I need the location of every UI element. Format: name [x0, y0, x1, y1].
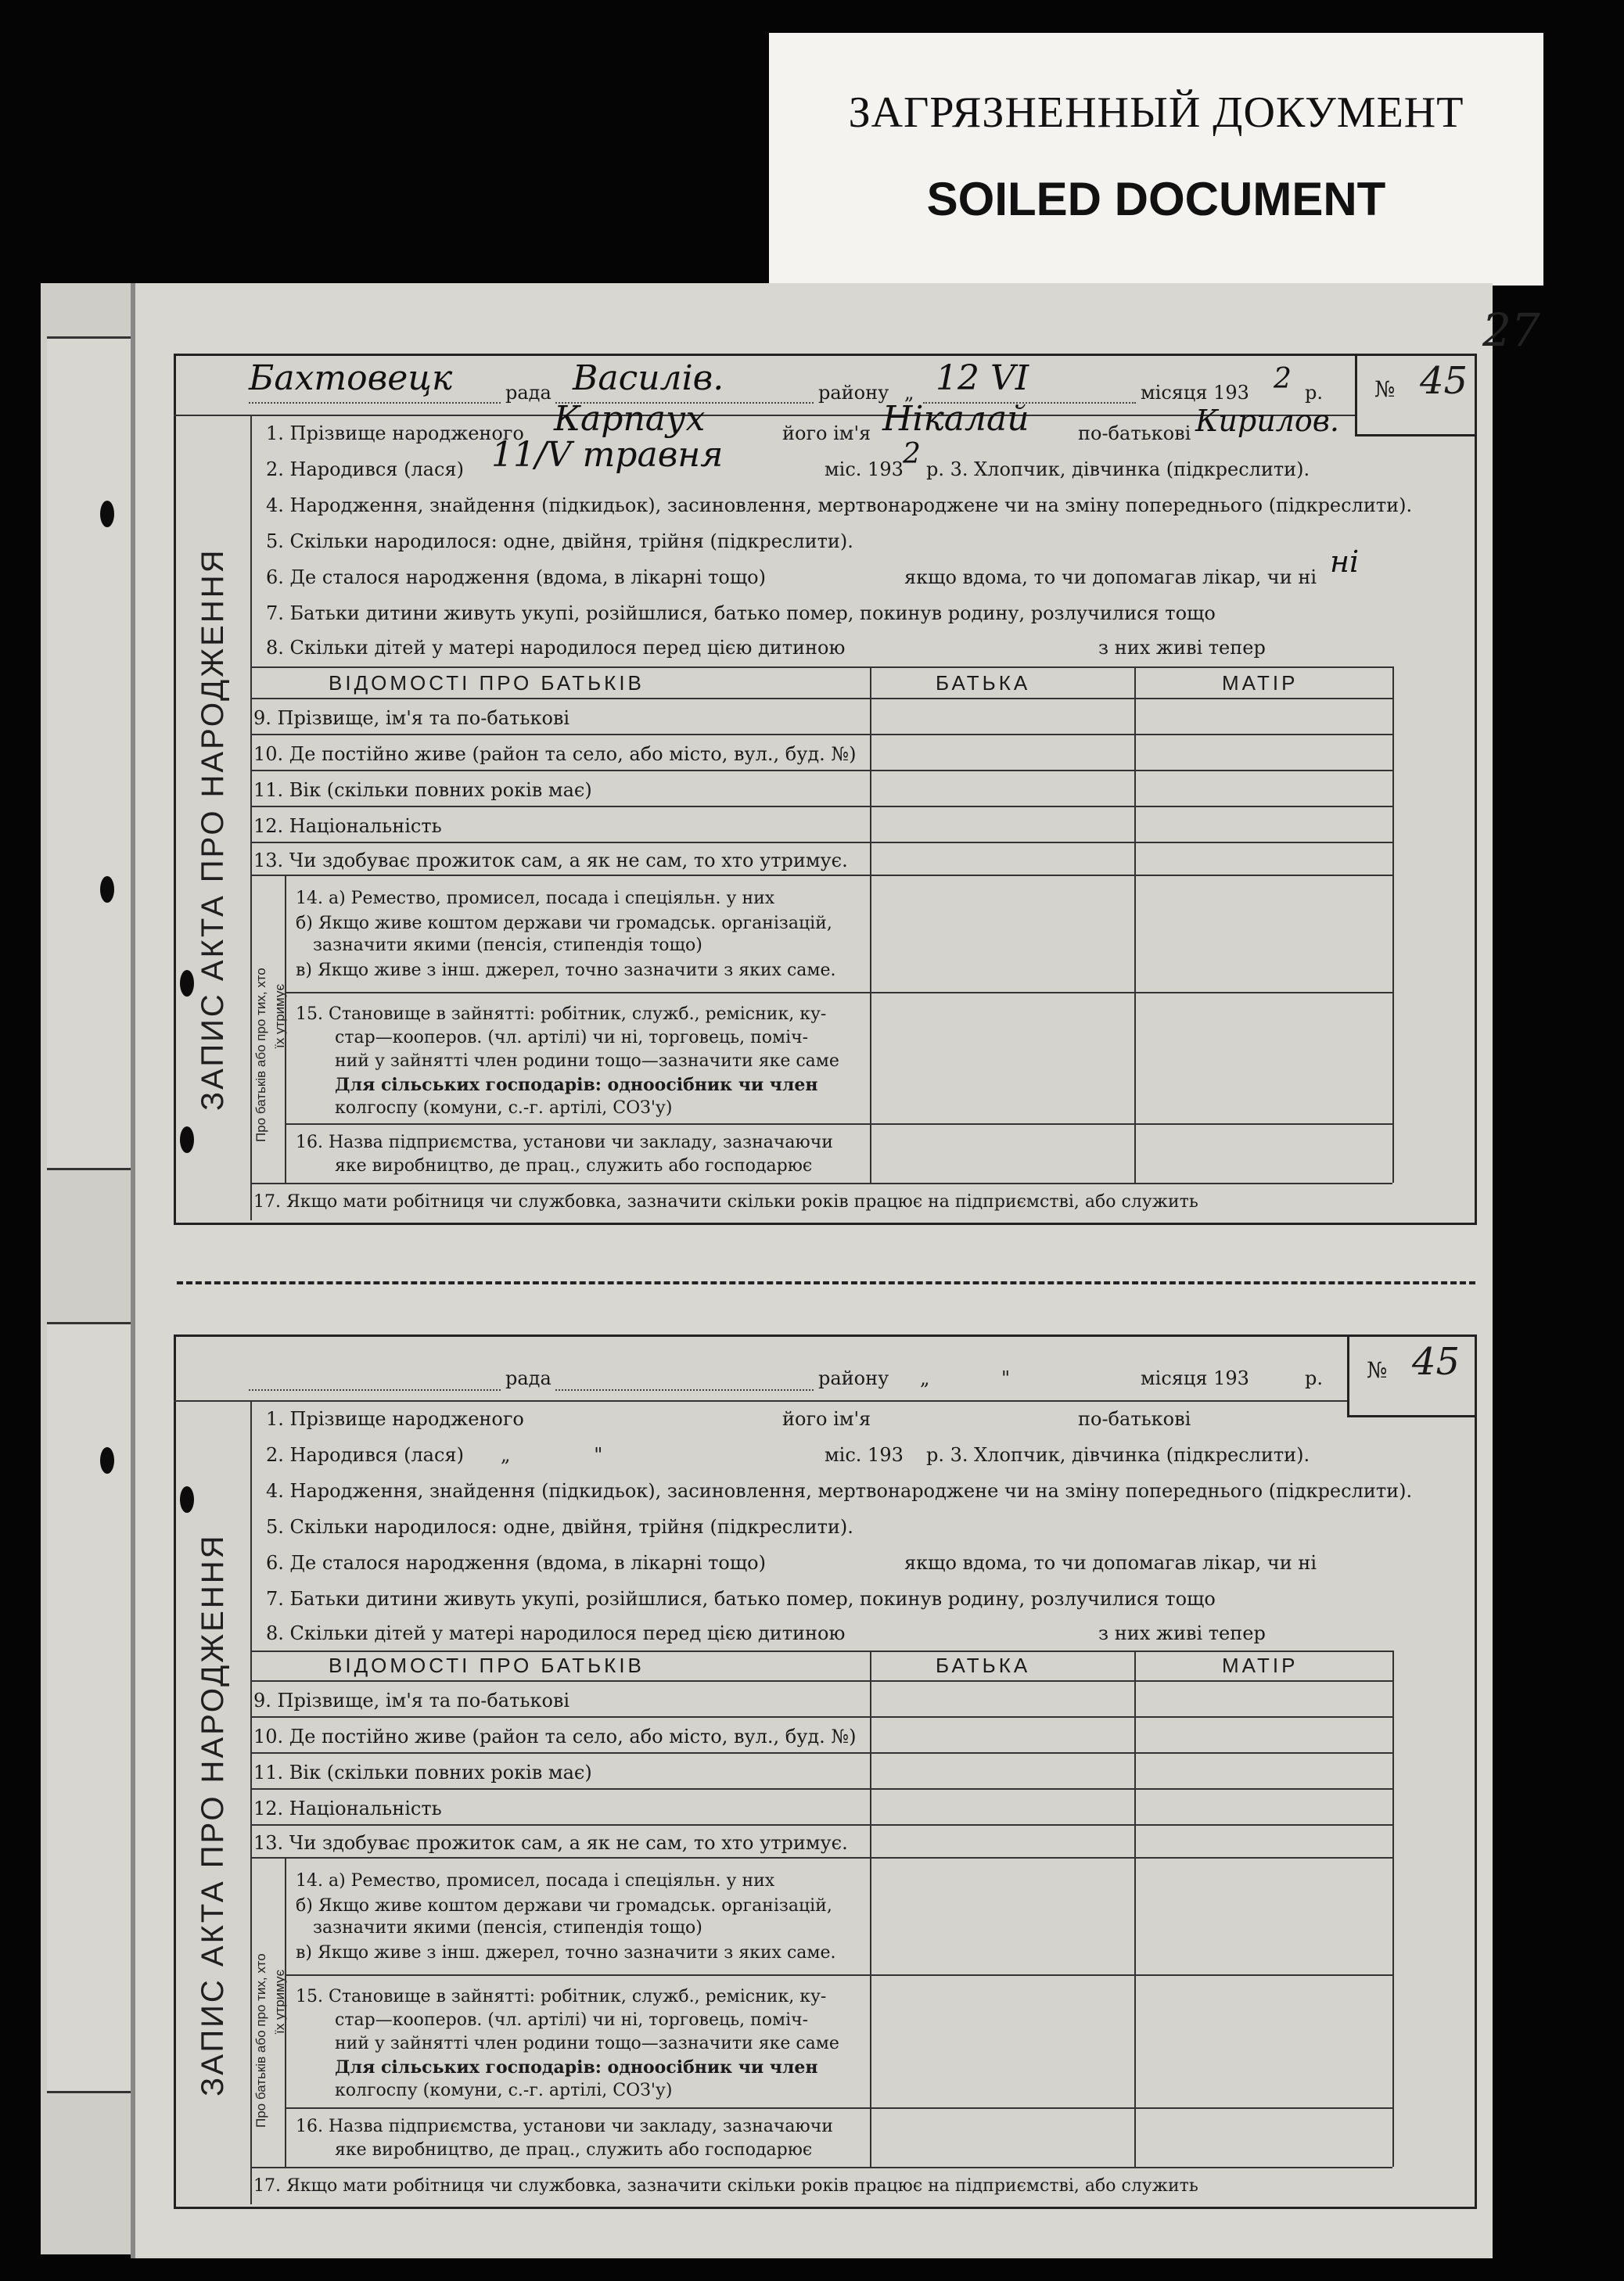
item-2-post-2: р. 3. Хлопчик, дівчинка (підкреслити).	[926, 1444, 1310, 1466]
row-14b: б) Якщо живе коштом держави чи громадськ. організацій,	[296, 914, 832, 933]
item-6-pre-2: 6. Де сталося народження (вдома, в лікарні тощо)	[266, 1552, 766, 1574]
row-15-1-2: 15. Становище в зайнятті: робітник, служб., ремісник, ку-	[296, 1987, 827, 2006]
item-5-2: 5. Скільки народилося: одне, двійня, трійня (підкреслити).	[266, 1516, 853, 1538]
row-15-2-2: стар—кооперов. (чл. артілі) чи ні, торговець, поміч-	[335, 2010, 809, 2030]
left-edge-form-frame-top	[47, 336, 135, 1170]
row-15-5: колгоспу (комуни, с.-г. артілі, СОЗ'у)	[335, 1098, 673, 1118]
row-15-2: стар—кооперов. (чл. артілі) чи ні, торговець, поміч-	[335, 1028, 809, 1047]
header-mother-2: МАТІР	[1222, 1654, 1299, 1677]
row-17: 17. Якщо мати робітниця чи службовка, зазначити скільки років працює на підприємстві, або служить	[253, 1192, 1198, 1212]
item-4-2: 4. Народження, знайдення (підкидьок), засиновлення, мертвонароджене чи на зміну попереднього (підкреслити).	[266, 1480, 1413, 1502]
item-7: 7. Батьки дитини живуть укупі, розійшлися, батько помер, покинув родину, розлучилися тощо	[266, 602, 1216, 624]
row-15-5-2: колгоспу (комуни, с.-г. артілі, СОЗ'у)	[335, 2081, 673, 2100]
item-1-pre: 1. Прізвище народженого	[266, 422, 524, 444]
item-8-post-2: з них живі тепер	[1098, 1622, 1266, 1644]
soiled-document-stamp	[769, 33, 1543, 286]
left-edge-form-frame-bottom	[47, 1322, 135, 2093]
record-2-side-small-2: їх утримує	[272, 1969, 287, 2034]
raion-label: району	[818, 382, 889, 404]
item-2-pre: 2. Народився (лася)	[266, 458, 464, 480]
page-number: 27	[1482, 304, 1540, 357]
binding-hole	[180, 1486, 194, 1513]
item-6-post: якщо вдома, то чи допомагав лікар, чи ні	[904, 566, 1317, 588]
record-1-side-small-2: їх утримує	[272, 983, 287, 1048]
year-handwritten: 2	[1274, 363, 1292, 395]
rada-label-2: рада	[505, 1367, 552, 1389]
rada-handwritten: Бахтовецк	[249, 358, 453, 398]
item-2-post: р. 3. Хлопчик, дівчинка (підкреслити).	[926, 458, 1310, 480]
row-16-1-2: 16. Назва підприємства, установи чи закладу, зазначаючи	[296, 2117, 833, 2136]
row-14a: 14. а) Ремество, промисел, посада і спеціяльн. у них	[296, 889, 775, 908]
record-1-side-title: ЗАПИС АКТА ПРО НАРОДЖЕННЯ	[196, 548, 230, 1111]
header-father: БАТЬКА	[936, 671, 1031, 695]
row-14a-2: 14. а) Ремество, промисел, посада і спеціяльн. у них	[296, 1871, 775, 1891]
raion-label-2: району	[818, 1367, 889, 1389]
raion-handwritten: Василів.	[573, 358, 724, 398]
record-2-side-small-1: Про батьків або про тих, хто	[253, 1953, 268, 2128]
row-14b-2: б) Якщо живе коштом держави чи громадськ. організацій,	[296, 1896, 832, 1916]
row-16-2-2: яке виробництво, де прац., служить або господарює	[335, 2140, 813, 2160]
row-16-2: яке виробництво, де прац., служить або господарює	[335, 1156, 813, 1176]
patronymic-handwritten: Кирилов.	[1195, 404, 1339, 438]
binding-hole	[100, 876, 114, 903]
rada-label: рада	[505, 382, 552, 404]
item-2-mid: міс. 193	[825, 458, 904, 480]
item-8-pre: 8. Скільки дітей у матері народилося перед цією дитиною	[266, 637, 846, 659]
row-9-2: 9. Прізвище, ім'я та по-батькові	[253, 1690, 570, 1712]
row-17-2: 17. Якщо мати робітниця чи службовка, зазначити скільки років працює на підприємстві, або служить	[253, 2176, 1198, 2196]
year-suffix-2: р.	[1305, 1367, 1323, 1389]
stamp-line-en: SOILED DOCUMENT	[926, 173, 1386, 225]
record-1-side-small-1: Про батьків або про тих, хто	[253, 968, 268, 1142]
row-16-1: 16. Назва підприємства, установи чи закладу, зазначаючи	[296, 1133, 833, 1152]
item-1-post-2: по-батькові	[1078, 1408, 1191, 1430]
item-2-mid-2: міс. 193	[825, 1444, 904, 1466]
born-date-handwritten: 11/V травня	[491, 435, 724, 475]
row-12: 12. Національність	[253, 815, 442, 837]
row-15-3-2: ний у зайнятті член родини тощо—зазначити яке саме	[335, 2034, 839, 2053]
row-15-4: Для сільських господарів: одноосібник чи член	[335, 1075, 818, 1095]
row-15-1: 15. Становище в зайнятті: робітник, служб., ремісник, ку-	[296, 1004, 827, 1024]
row-14b-2b: зазначити якими (пенсія, стипендія тощо)	[313, 1918, 702, 1938]
row-13-2: 13. Чи здобуває прожиток сам, а як не сам, то хто утримує.	[253, 1832, 848, 1854]
row-9: 9. Прізвище, ім'я та по-батькові	[253, 707, 570, 729]
surname-handwritten: Карпаух	[554, 399, 706, 439]
item-8-post: з них живі тепер	[1098, 637, 1266, 659]
item-6-pre: 6. Де сталося народження (вдома, в лікарні тощо)	[266, 566, 766, 588]
row-14b-2: зазначити якими (пенсія, стипендія тощо)	[313, 936, 702, 955]
item-8-pre-2: 8. Скільки дітей у матері народилося перед цією дитиною	[266, 1622, 846, 1644]
item-2-pre-2: 2. Народився (лася)	[266, 1444, 464, 1466]
header-mother: МАТІР	[1222, 671, 1299, 695]
record-number-handwritten: 45	[1420, 359, 1468, 403]
record-2-number-box	[1347, 1334, 1477, 1417]
year-suffix: р.	[1305, 382, 1323, 404]
binding-hole	[180, 970, 194, 997]
binding-hole	[180, 1126, 194, 1153]
row-14c-2: в) Якщо живе з інш. джерел, точно зазначити з яких саме.	[296, 1943, 836, 1963]
born-year-handwritten: 2	[903, 438, 921, 470]
item-1-post: по-батькові	[1078, 422, 1191, 444]
month-label-2: місяця 193	[1141, 1367, 1249, 1389]
binding-hole	[100, 1447, 114, 1474]
row-10: 10. Де постійно живе (район та село, або місто, вул., буд. №)	[253, 743, 857, 765]
row-13: 13. Чи здобуває прожиток сам, а як не сам, то хто утримує.	[253, 850, 848, 871]
row-14c: в) Якщо живе з інш. джерел, точно зазначити з яких саме.	[296, 961, 836, 980]
item-4: 4. Народження, знайдення (підкидьок), засиновлення, мертвонароджене чи на зміну попереднього (підкреслити).	[266, 494, 1413, 516]
item-1-pre-2: 1. Прізвище народженого	[266, 1408, 524, 1430]
record-2-number-handwritten: 45	[1412, 1340, 1461, 1384]
header-info-2: ВІДОМОСТІ ПРО БАТЬКІВ	[329, 1654, 645, 1677]
record-2-side-title: ЗАПИС АКТА ПРО НАРОДЖЕННЯ	[196, 1533, 230, 2096]
date-handwritten: 12 VI	[936, 358, 1029, 398]
row-11-2: 11. Вік (скільки повних років має)	[253, 1762, 592, 1783]
stamp-line-ru: ЗАГРЯЗНЕННЫЙ ДОКУМЕНТ	[848, 88, 1464, 137]
name-handwritten: Нікалай	[882, 399, 1029, 439]
record-1-number-box	[1355, 354, 1477, 436]
item-7-2: 7. Батьки дитини живуть укупі, розійшлися, батько помер, покинув родину, розлучилися тощо	[266, 1588, 1216, 1610]
header-father-2: БАТЬКА	[936, 1654, 1031, 1677]
month-label: місяця 193	[1141, 382, 1249, 404]
header-info: ВІДОМОСТІ ПРО БАТЬКІВ	[329, 671, 645, 695]
item-5: 5. Скільки народилося: одне, двійня, трійня (підкреслити).	[266, 530, 853, 552]
cut-line	[177, 1281, 1475, 1284]
row-10-2: 10. Де постійно живе (район та село, або місто, вул., буд. №)	[253, 1726, 857, 1748]
row-11: 11. Вік (скільки повних років має)	[253, 779, 592, 801]
item-1-mid: його ім'я	[782, 422, 871, 444]
binding-hole	[100, 501, 114, 527]
number-label: №	[1374, 376, 1396, 402]
row-15-4-2: Для сільських господарів: одноосібник чи член	[335, 2057, 818, 2078]
number-label-2: №	[1367, 1357, 1388, 1383]
row-15-3: ний у зайнятті член родини тощо—зазначити яке саме	[335, 1051, 839, 1071]
doctor-handwritten: ні	[1330, 544, 1360, 579]
row-12-2: 12. Національність	[253, 1798, 442, 1819]
item-1-mid-2: його ім'я	[782, 1408, 871, 1430]
item-6-post-2: якщо вдома, то чи допомагав лікар, чи ні	[904, 1552, 1317, 1574]
